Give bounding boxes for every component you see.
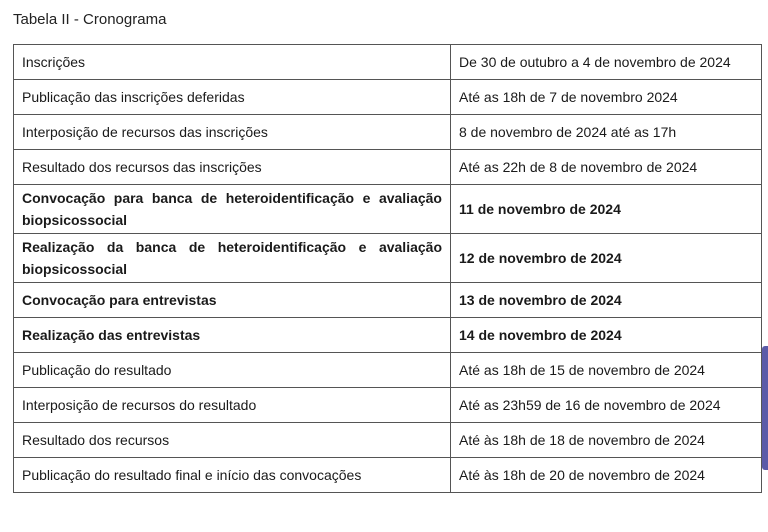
date-cell: Até às 18h de 20 de novembro de 2024	[451, 458, 762, 493]
date-cell: 8 de novembro de 2024 até as 17h	[451, 115, 762, 150]
event-cell: Publicação do resultado final e início das convocações	[14, 458, 451, 493]
date-cell: Até as 18h de 7 de novembro 2024	[451, 80, 762, 115]
event-cell: Interposição de recursos do resultado	[14, 388, 451, 423]
scroll-indicator[interactable]	[762, 346, 768, 470]
event-cell: Resultado dos recursos das inscrições	[14, 150, 451, 185]
table-row	[14, 185, 762, 234]
event-cell: Realização da banca de heteroidentificação e avaliação biopsicossocial	[14, 234, 451, 283]
table-row	[14, 388, 762, 423]
date-cell: De 30 de outubro a 4 de novembro de 2024	[451, 45, 762, 80]
date-cell: 12 de novembro de 2024	[451, 234, 762, 283]
date-cell: 13 de novembro de 2024	[451, 283, 762, 318]
table-row	[14, 423, 762, 458]
event-cell: Publicação das inscrições deferidas	[14, 80, 451, 115]
table-row	[14, 80, 762, 115]
schedule-table	[13, 44, 762, 493]
table-row	[14, 353, 762, 388]
table-row	[14, 150, 762, 185]
date-cell: 11 de novembro de 2024	[451, 185, 762, 234]
event-cell: Inscrições	[14, 45, 451, 80]
event-cell: Publicação do resultado	[14, 353, 451, 388]
event-cell: Interposição de recursos das inscrições	[14, 115, 451, 150]
date-cell: Até as 22h de 8 de novembro de 2024	[451, 150, 762, 185]
date-cell: Até as 18h de 15 de novembro de 2024	[451, 353, 762, 388]
table-row	[14, 458, 762, 493]
table-row	[14, 234, 762, 283]
table-row	[14, 45, 762, 80]
table-row	[14, 115, 762, 150]
date-cell: Até as 23h59 de 16 de novembro de 2024	[451, 388, 762, 423]
date-cell: 14 de novembro de 2024	[451, 318, 762, 353]
event-cell: Realização das entrevistas	[14, 318, 451, 353]
table-row	[14, 318, 762, 353]
date-cell: Até às 18h de 18 de novembro de 2024	[451, 423, 762, 458]
event-cell: Convocação para entrevistas	[14, 283, 451, 318]
table-caption: Tabela II - Cronograma	[13, 11, 167, 28]
event-cell: Convocação para banca de heteroidentificação e avaliação biopsicossocial	[14, 185, 451, 234]
event-cell: Resultado dos recursos	[14, 423, 451, 458]
table-row	[14, 283, 762, 318]
